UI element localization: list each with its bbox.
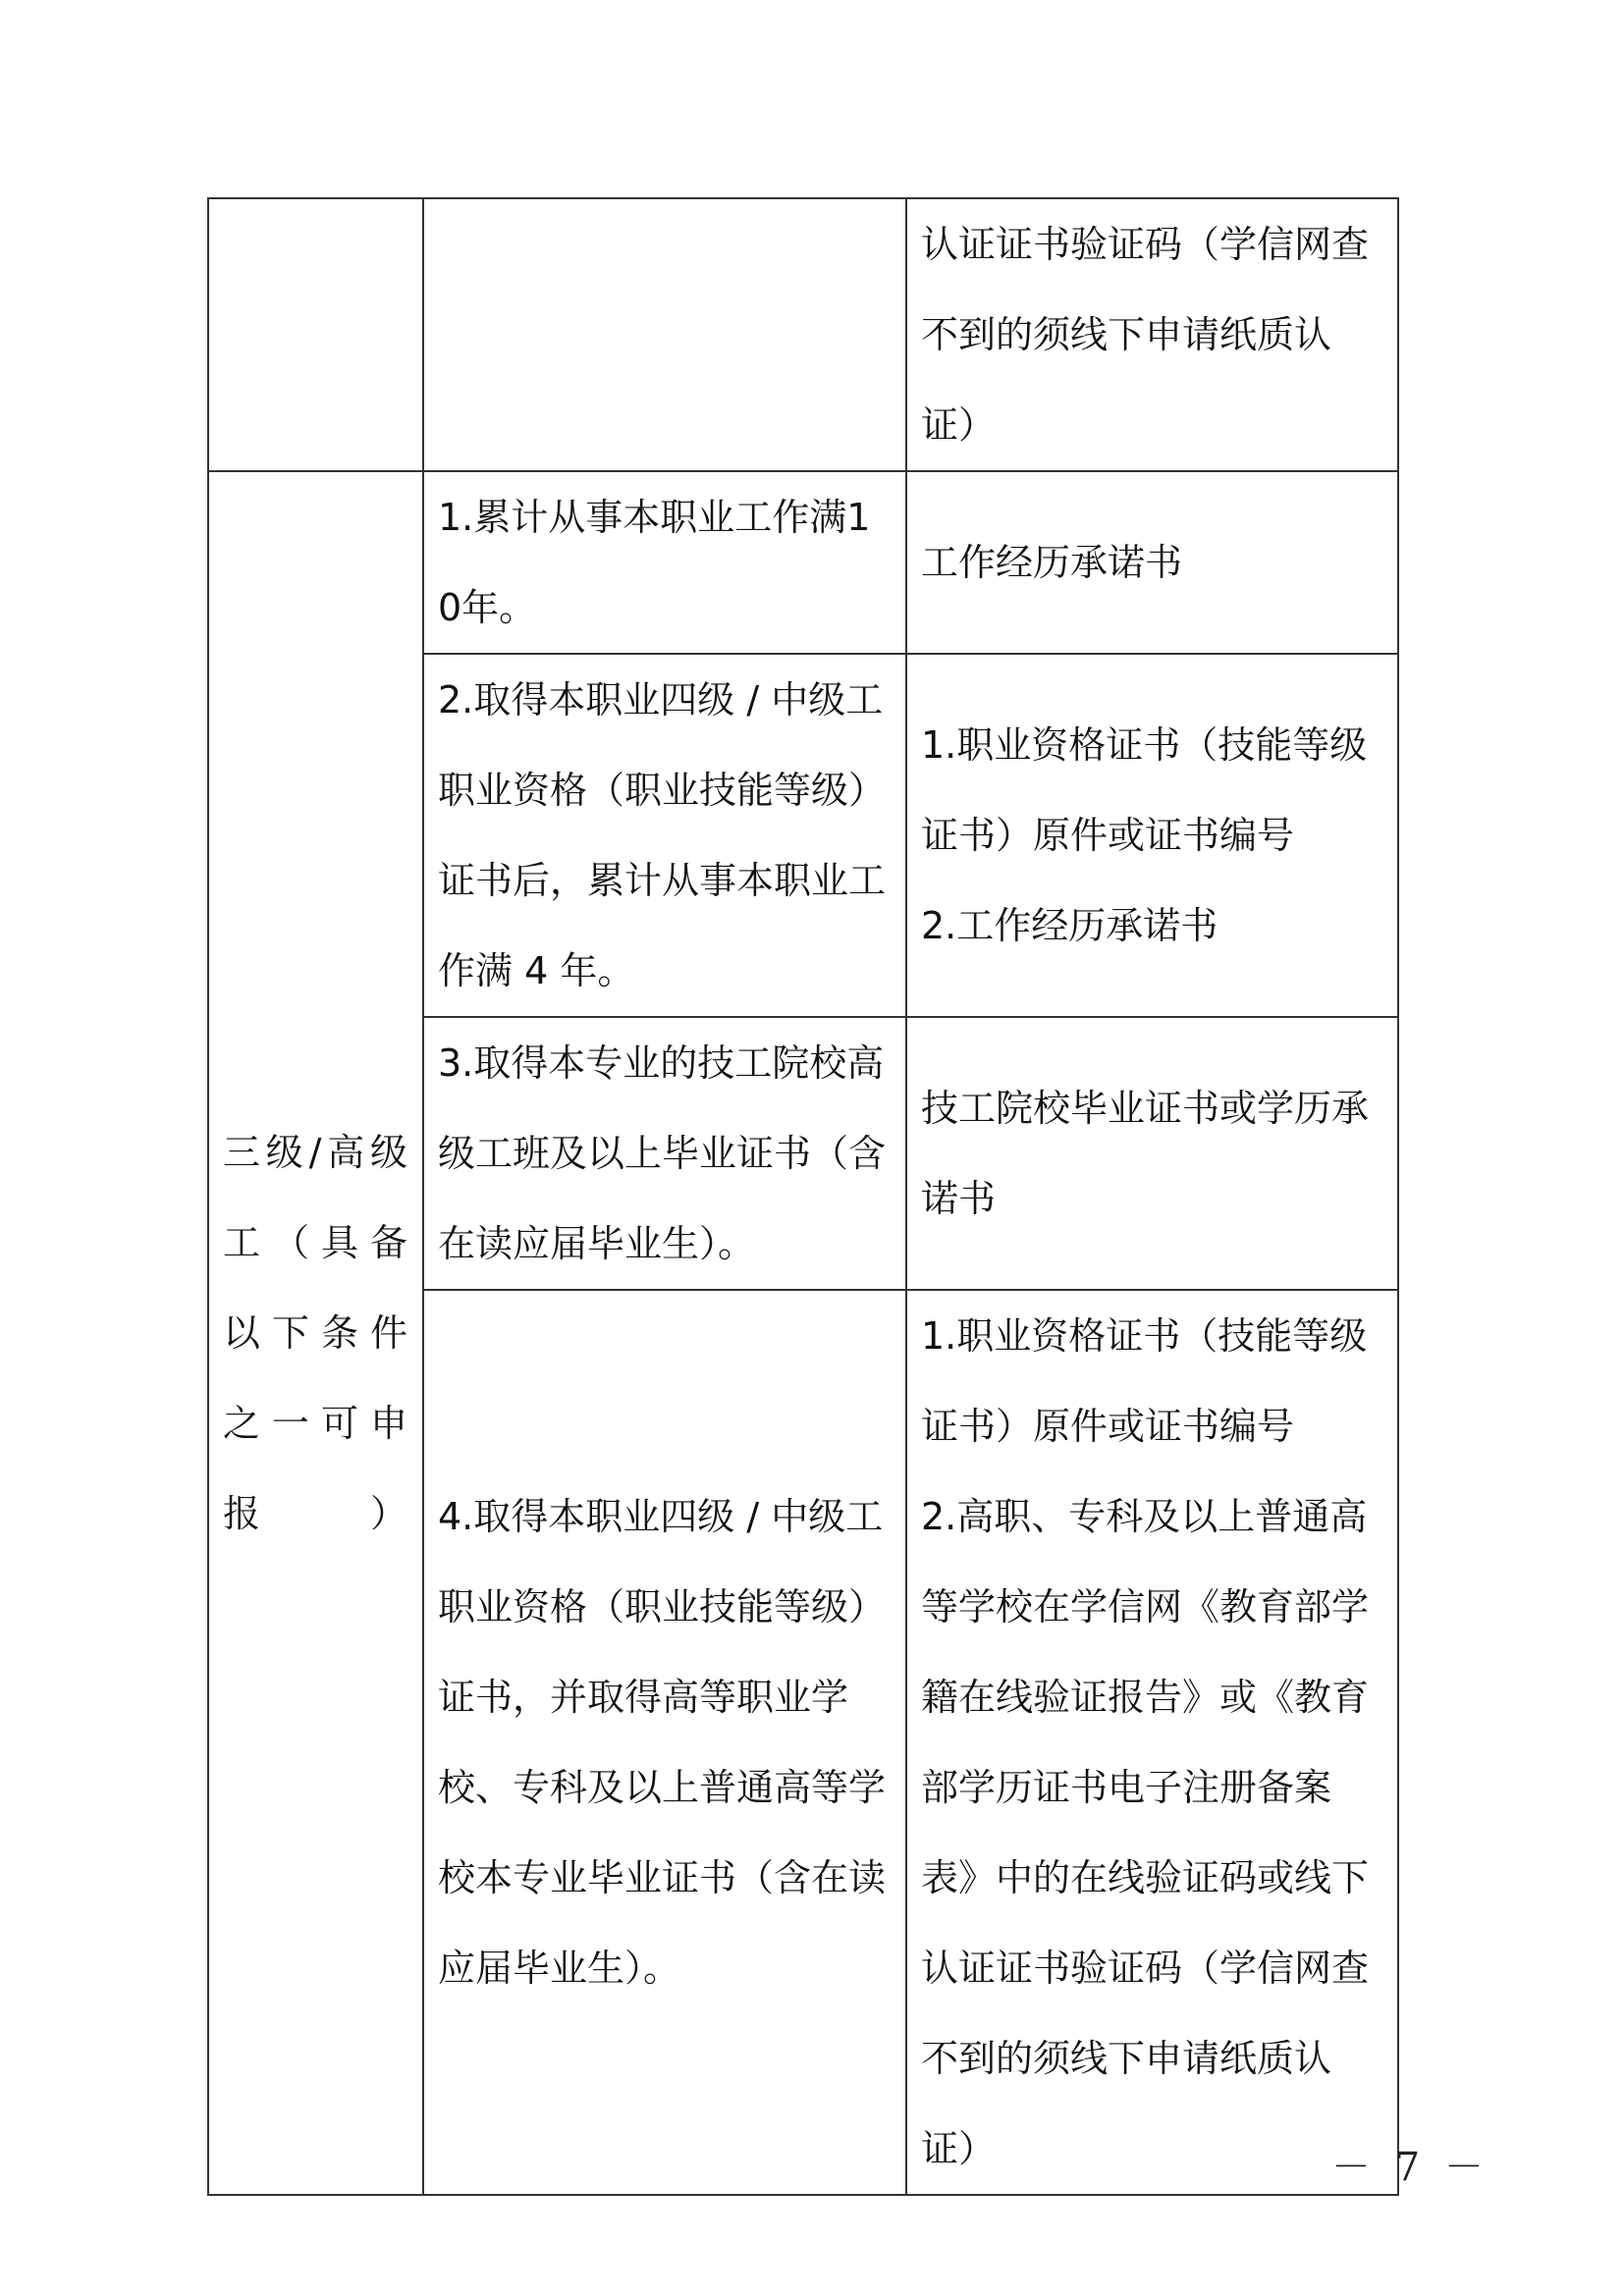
condition-cell: 4.取得本职业四级 / 中级工职业资格（职业技能等级）证书，并取得高等职业学校、专科及以上普通高等学校本专业毕业证书（含在读应届毕业生）。 (423, 1290, 906, 2195)
materials-text: 认证证书验证码（学信网查不到的须线下申请纸质认证） (921, 223, 1370, 447)
level-cell-empty (208, 198, 423, 471)
materials-cell (906, 1017, 1398, 1290)
level-cell-merged: 三级/高级工（具备以下条件之一可申报） (208, 471, 423, 2195)
materials-cell (906, 198, 1398, 471)
condition-cell: 3.取得本专业的技工院校高级工班及以上毕业证书（含在读应届毕业生）。 (423, 1017, 906, 1290)
materials-cell (906, 1290, 1398, 2195)
table-row (208, 198, 1398, 471)
requirements-table (207, 197, 1399, 2196)
condition-cell: 2.取得本职业四级 / 中级工职业资格（职业技能等级）证书后，累计从事本职业工作满 4 年。 (423, 654, 906, 1017)
materials-text: 技工院校毕业证书或学历承诺书 (921, 1087, 1370, 1220)
page-number: － 7 － (1331, 2145, 1489, 2190)
materials-item: 2.工作经历承诺书 (921, 904, 1218, 947)
materials-cell (906, 471, 1398, 654)
condition-cell: 1.累计从事本职业工作满10年。 (423, 471, 906, 654)
materials-item: 1.职业资格证书（技能等级证书）原件或证书编号 (921, 723, 1368, 857)
table-row (208, 471, 1398, 654)
materials-cell (906, 654, 1398, 1017)
materials-item: 2.高职、专科及以上普通高等学校在学信网《教育部学籍在线验证报告》或《教育部学历证书电子注册备案 表》中的在线验证码或线下认证证书验证码（学信网查不到的须线下申请纸质认证） (921, 1495, 1370, 2170)
materials-text: 工作经历承诺书 (921, 541, 1183, 584)
condition-cell-empty (423, 198, 906, 471)
materials-item: 1.职业资格证书（技能等级证书）原件或证书编号 (921, 1314, 1368, 1448)
